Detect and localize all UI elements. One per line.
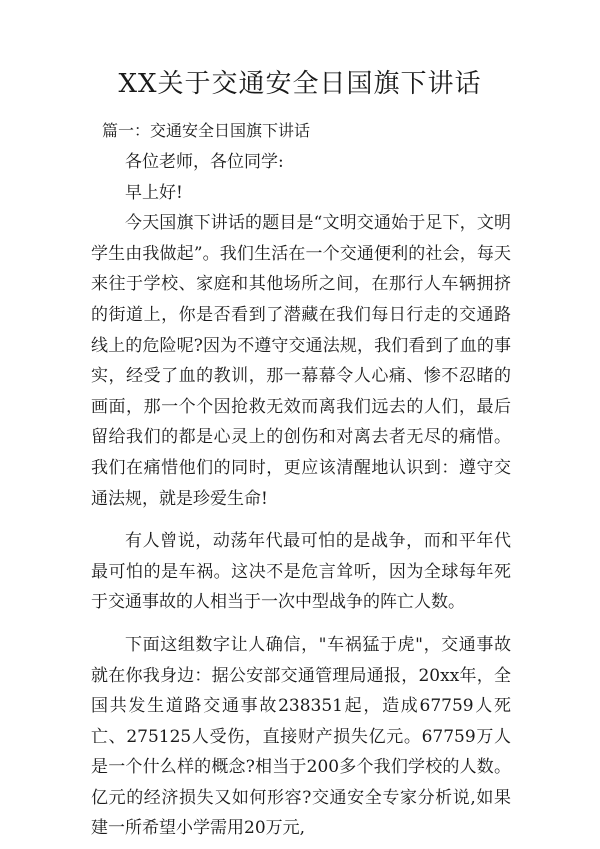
body-paragraph-3: 下面这组数字让人确信，"车祸猛于虎"，交通事故就在你我身边：据公安部交通管理局通报，20xx年，全国共发生道路交通事故238351起，造成67759人死亡、275125人受伤，直接财产损失亿元。67759万人是一个什么样的概念?相当于200多个我们学校的人数。亿元的经济损失又如何形容?交通安全专家分析说,如果建一所希望小学需用20万元, <box>91 634 511 839</box>
morning-greeting-paragraph: 早上好! <box>125 182 183 203</box>
document-title: XX关于交通安全日国旗下讲话 <box>118 69 482 99</box>
greeting-paragraph: 各位老师，各位同学: <box>125 152 284 172</box>
document-body <box>91 147 511 844</box>
body-paragraph-1: 今天国旗下讲话的题目是“文明交通始于足下，文明学生由我做起”。我们生活在一个交通便利的社会，每天来往于学校、家庭和其他场所之间，在那行人车辆拥挤的街道上，你是否看到了潜藏在我们每日行走的交通路线上的危险呢?因为不遵守交通法规，我们看到了血的事实，经受了血的教训，那一幕幕令人心痛、惨不忍睹的画面，那一个个因抢救无效而离我们远去的人们，最后留给我们的都是心灵上的创伤和对离去者无尽的痛惜。我们在痛惜他们的同时，更应该清醒地认识到：遵守交通法规，就是珍爱生命! <box>91 213 511 509</box>
body-paragraph-2: 有人曾说，动荡年代最可怕的是战争，而和平年代最可怕的是车祸。这决不是危言耸听，因为全球每年死于交通事故的人相当于一次中型战争的阵亡人数。 <box>91 531 511 613</box>
document-subtitle: 篇一：交通安全日国旗下讲话 <box>102 121 311 140</box>
